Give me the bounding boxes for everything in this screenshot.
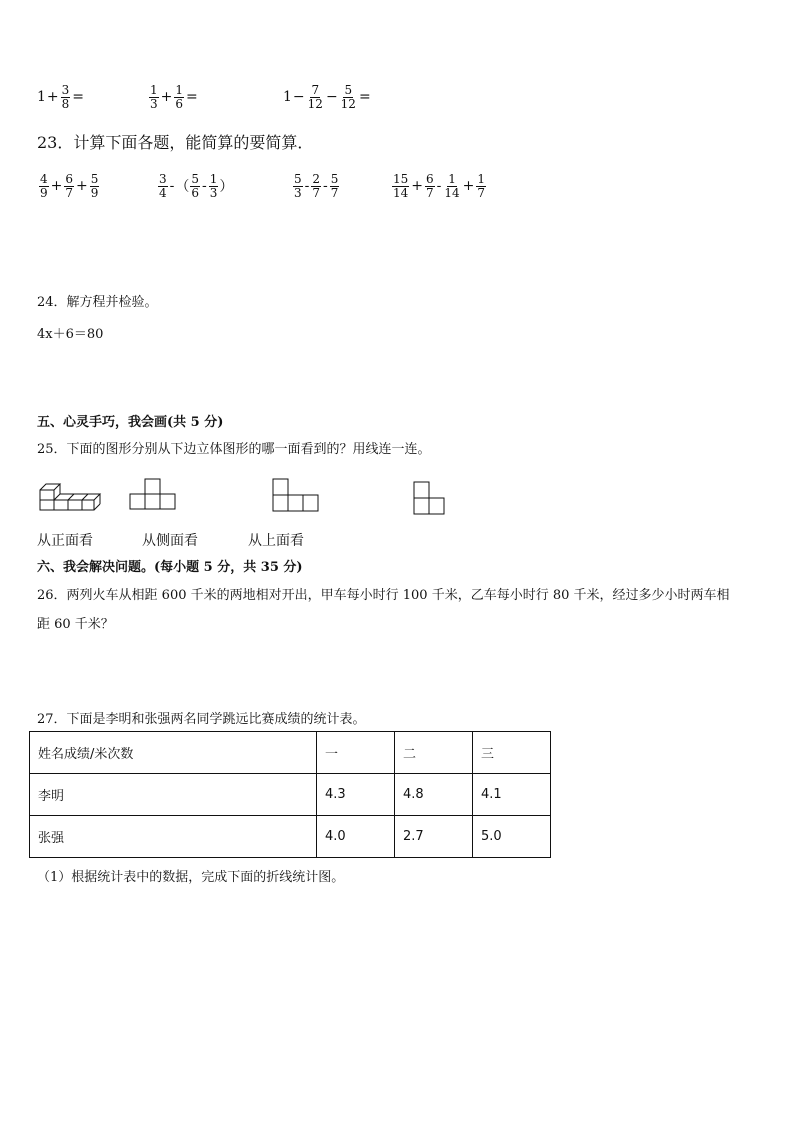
expression-1-minus-7-12-minus-5-12: [283, 84, 372, 110]
view-shape-2: [272, 478, 320, 514]
denominator: 3: [150, 96, 158, 111]
operator: -: [323, 178, 328, 195]
fraction: [443, 173, 460, 199]
question-26-line-1: 26．两列火车从相距 600 千米的两地相对开出，甲车每小时行 100 千米，乙车每小时行 80 千米，经过多少小时两车相: [37, 588, 730, 603]
cube-solid-figure: [38, 472, 102, 516]
denominator: 9: [40, 185, 48, 200]
operator: +: [160, 89, 173, 106]
numerator: 2: [312, 172, 321, 186]
table-cell: 5.0: [473, 816, 551, 858]
table-header-cell: 三: [473, 732, 551, 774]
denominator: 3: [294, 185, 302, 200]
denominator: 7: [312, 185, 321, 200]
table-header-cell: 二: [395, 732, 473, 774]
fraction: [311, 173, 321, 199]
expression-1-3-plus-1-6: [148, 84, 199, 110]
fraction: [174, 84, 184, 110]
table-cell: 4.8: [395, 774, 473, 816]
numerator: 1: [150, 83, 158, 97]
denominator: 6: [191, 185, 200, 200]
numerator: 6: [65, 172, 74, 186]
table-cell: 4.1: [473, 774, 551, 816]
operator: -: [202, 178, 207, 195]
whole-number: 1: [37, 89, 46, 106]
numerator: 1: [448, 172, 456, 186]
q23-expression-4: [391, 173, 487, 199]
operator: +: [50, 178, 63, 195]
operator: −: [325, 89, 338, 106]
table-row: [30, 816, 551, 858]
numerator: 5: [294, 172, 302, 186]
operator: +: [46, 89, 59, 106]
fraction: [340, 84, 357, 110]
numerator: 6: [426, 172, 434, 186]
operator: -: [169, 178, 175, 195]
table-cell: 2.7: [395, 816, 473, 858]
whole-number: 1: [283, 89, 292, 106]
operator: -: [304, 178, 310, 195]
q23-expression-3: [292, 173, 340, 199]
denominator: 7: [65, 185, 74, 200]
denominator: 7: [426, 185, 434, 200]
numerator: 15: [393, 172, 409, 186]
operator: +: [462, 178, 475, 195]
table-row: [30, 774, 551, 816]
operator: -: [436, 178, 442, 195]
fraction: [293, 173, 303, 199]
equation-4x-plus-6: 4x＋6＝80: [37, 327, 104, 342]
table-cell: 张强: [30, 816, 317, 858]
denominator: 8: [61, 96, 70, 111]
denominator: 14: [444, 185, 460, 200]
fraction: [209, 173, 219, 199]
numerator: 7: [311, 83, 320, 97]
fraction: [90, 173, 100, 199]
view-shape-3: [413, 480, 449, 518]
right-paren: ）: [219, 179, 234, 196]
fraction: [190, 173, 200, 199]
equals-sign: =: [358, 89, 371, 106]
equals-sign: =: [186, 89, 198, 106]
denominator: 3: [209, 185, 218, 200]
table-header-cell: 一: [317, 732, 395, 774]
fraction: [330, 173, 340, 199]
numerator: 5: [330, 172, 339, 186]
table-cell: 李明: [30, 774, 317, 816]
fraction: [149, 84, 159, 110]
numerator: 3: [159, 172, 167, 186]
denominator: 7: [477, 185, 486, 200]
table-cell: 4.3: [317, 774, 395, 816]
equals-sign: =: [72, 89, 85, 106]
left-paren: （: [175, 179, 190, 196]
question-25-title: 25．下面的图形分别从下边立体图形的哪一面看到的？用线连一连。: [37, 442, 431, 457]
label-front-view: 从正面看: [37, 533, 93, 549]
denominator: 12: [340, 96, 356, 111]
operator: +: [411, 178, 424, 195]
label-side-view: 从侧面看: [142, 533, 198, 549]
fraction: [425, 173, 435, 199]
numerator: 1: [477, 172, 486, 186]
numerator: 5: [191, 172, 200, 186]
numerator: 1: [209, 172, 218, 186]
fraction: [61, 84, 71, 110]
table-header-row: [30, 732, 551, 774]
long-jump-score-table: [29, 731, 551, 858]
fraction: [158, 173, 168, 199]
fraction: [39, 173, 49, 199]
table-cell: 4.0: [317, 816, 395, 858]
numerator: 5: [90, 172, 99, 186]
denominator: 14: [393, 185, 409, 200]
q23-expression-2: [157, 173, 233, 199]
question-26-line-2: 距 60 千米？: [37, 617, 114, 632]
numerator: 1: [175, 83, 184, 97]
label-top-view: 从上面看: [248, 533, 304, 549]
section-6-title: 六、我会解决问题。(每小题 5 分，共 35 分): [37, 560, 303, 575]
view-shape-1: [129, 478, 179, 512]
expression-1-plus-3-8: [37, 84, 85, 110]
operator: −: [292, 89, 305, 106]
q23-expression-1: [38, 173, 100, 199]
section-5-title: 五、心灵手巧，我会画(共 5 分): [37, 415, 224, 430]
question-23-title: 23．计算下面各题，能简算的要简算．: [37, 133, 314, 152]
denominator: 4: [159, 185, 167, 200]
denominator: 7: [330, 185, 339, 200]
question-27-title: 27．下面是李明和张强两名同学跳远比赛成绩的统计表。: [37, 712, 366, 727]
table-header-cell: 姓名成绩/米次数: [30, 732, 317, 774]
numerator: 3: [61, 83, 70, 97]
fraction: [392, 173, 409, 199]
denominator: 9: [90, 185, 99, 200]
denominator: 6: [175, 96, 184, 111]
denominator: 12: [307, 96, 323, 111]
fraction: [64, 173, 74, 199]
question-24-title: 24．解方程并检验。: [37, 295, 158, 310]
fraction: [307, 84, 324, 110]
question-27-subquestion-1: （1）根据统计表中的数据，完成下面的折线统计图。: [37, 870, 345, 885]
numerator: 5: [344, 83, 353, 97]
numerator: 4: [40, 172, 48, 186]
fraction: [476, 173, 486, 199]
operator: +: [76, 178, 88, 195]
